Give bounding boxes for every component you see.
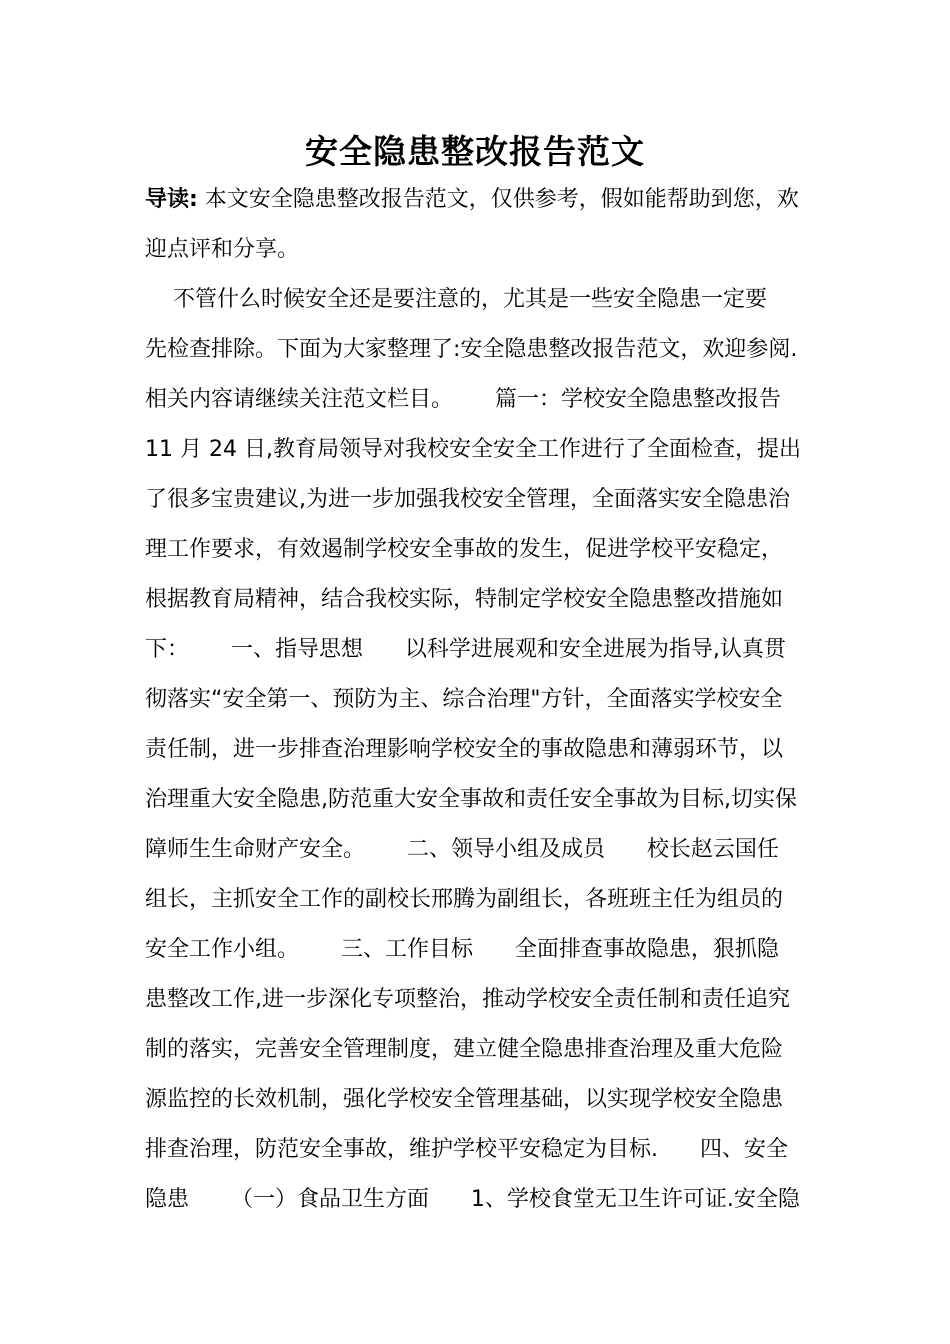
body-line: 责任制，进一步排查治理影响学校安全的事故隐患和薄弱环节，以 [145, 737, 784, 762]
body-line: 源监控的长效机制，强化学校安全管理基础，以实现学校安全隐患 [145, 1087, 784, 1112]
body-line: 组长，主抓安全工作的副校长邢腾为副组长，各班班主任为组员的 [145, 887, 784, 912]
body-line: 彻落实“安全第一、预防为主、综合治理"方针，全面落实学校安全 [145, 687, 783, 712]
body-line: 不管什么时候安全还是要注意的，尤其是一些安全隐患一定要 [145, 287, 767, 312]
body-line: 了很多宝贵建议,为进一步加强我校安全管理，全面落实安全隐患治 [145, 487, 790, 512]
body-line: 治理重大安全隐患,防范重大安全事故和责任安全事故为目标,切实保 [145, 787, 797, 812]
body-line: 隐患 （一）食品卫生方面 1、学校食堂无卫生许可证.安全隐 [145, 1187, 800, 1212]
body-line: 理工作要求，有效遏制学校安全事故的发生，促进学校平安稳定， [145, 537, 784, 562]
body-line: 障师生生命财产安全。 二、领导小组及成员 校长赵云国任 [145, 837, 779, 862]
body-line: 排查治理，防范安全事故，维护学校平安稳定为目标. 四、安全 [145, 1137, 788, 1162]
body-line: 制的落实，完善安全管理制度，建立健全隐患排查治理及重大危险 [145, 1037, 784, 1062]
body-line: 下： 一、指导思想 以科学进展观和安全进展为指导,认真贯 [145, 637, 786, 662]
intro-line [145, 185, 810, 215]
body-line: 安全工作小组。 三、工作目标 全面排查事故隐患，狠抓隐 [145, 937, 779, 962]
body-line: 根据教育局精神，结合我校实际，特制定学校安全隐患整改措施如 [145, 587, 784, 612]
body-line: 相关内容请继续关注范文栏目。 篇一：学校安全隐患整改报告 [145, 387, 781, 412]
intro-label: 导读: [145, 187, 198, 212]
intro-text: 本文安全隐患整改报告范文，仅供参考，假如能帮助到您，欢 [197, 187, 799, 212]
body-line: 11 月 24 日,教育局领导对我校安全安全工作进行了全面检查，提出 [145, 437, 801, 462]
body-line: 先检查排除。下面为大家整理了:安全隐患整改报告范文，欢迎参阅. [145, 337, 798, 362]
intro-line: 迎点评和分享。 [145, 237, 300, 262]
document-title: 安全隐患整改报告范文 [305, 132, 645, 171]
body-line: 患整改工作,进一步深化专项整治，推动学校安全责任制和责任追究 [145, 987, 790, 1012]
